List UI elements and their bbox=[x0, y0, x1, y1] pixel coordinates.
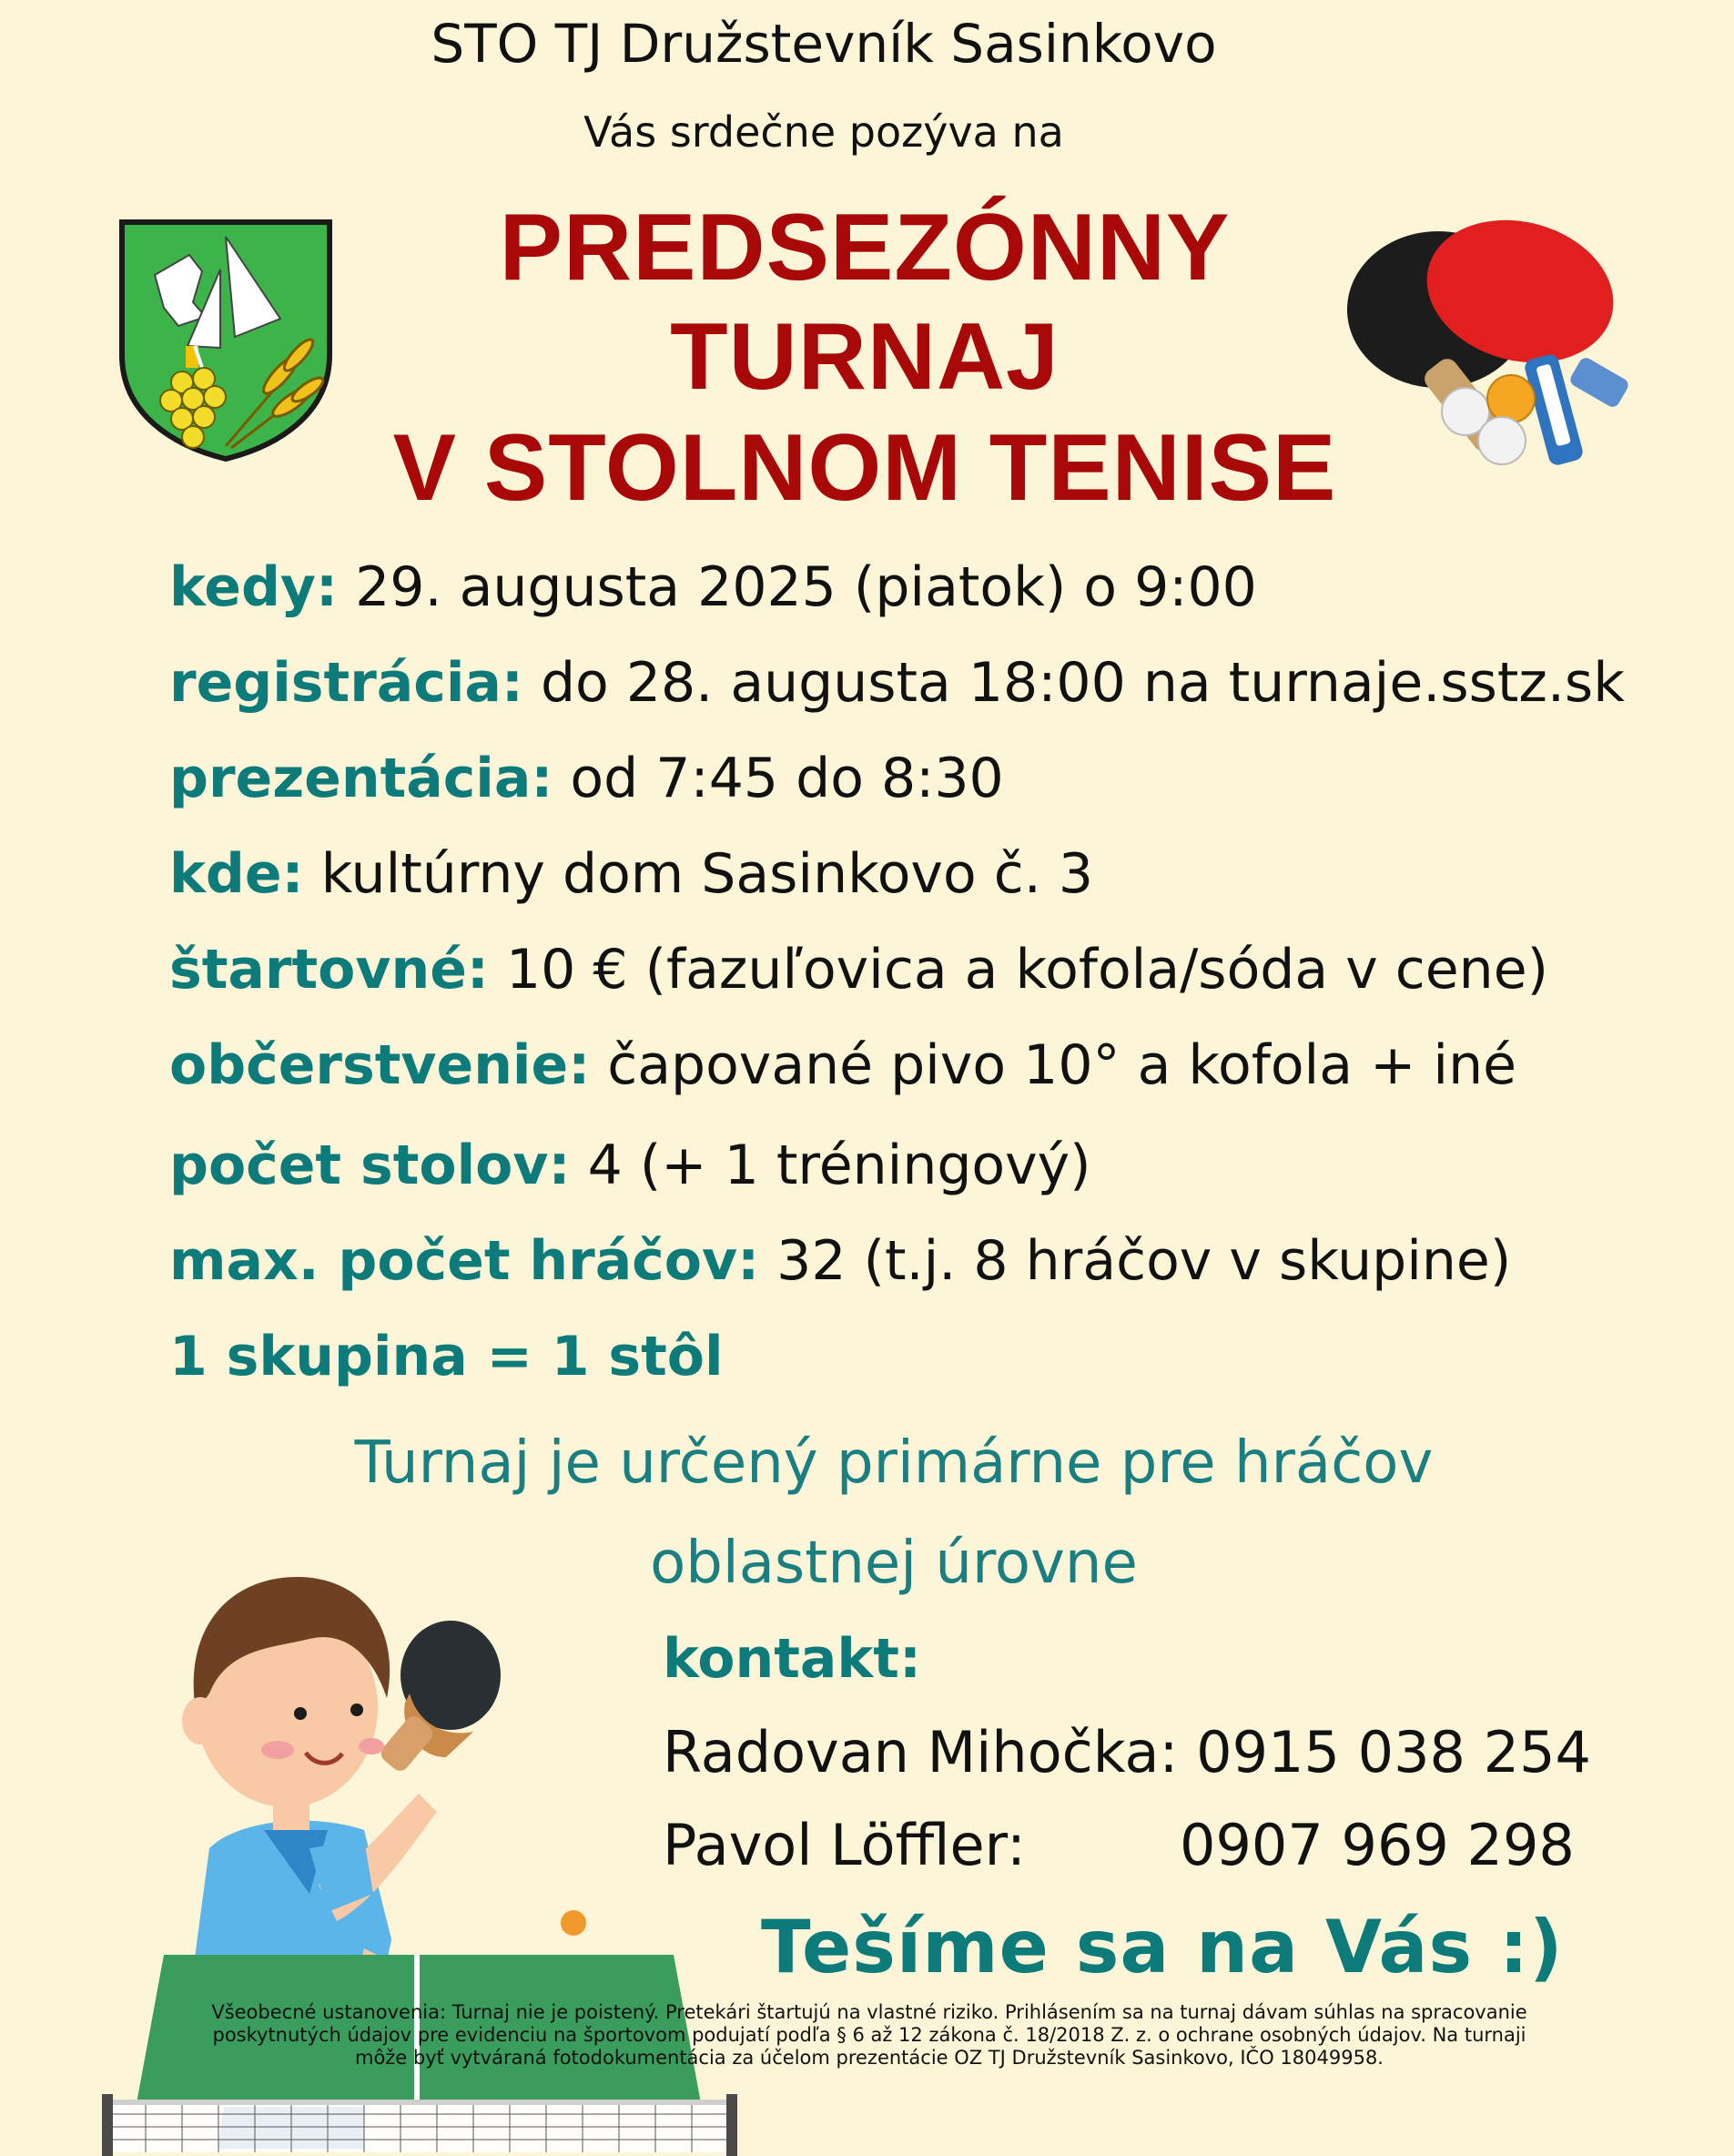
detail-row-presentation bbox=[169, 747, 1004, 810]
target-line-2: oblastnej úrovne bbox=[650, 1530, 1138, 1597]
target-line-1: Turnaj je určený primárne pre hráčov bbox=[354, 1429, 1434, 1497]
contact-heading: kontakt: bbox=[663, 1627, 921, 1691]
detail-label-max-players: max. počet hráčov: bbox=[169, 1229, 760, 1293]
detail-value-when: 29. augusta 2025 (piatok) o 9:00 bbox=[338, 555, 1257, 619]
title-line-1: PREDSEZÓNNY bbox=[499, 195, 1231, 300]
detail-row-when bbox=[169, 555, 1257, 619]
contact-2-phone: 0907 969 298 bbox=[1180, 1812, 1575, 1878]
detail-label-tables: počet stolov: bbox=[169, 1134, 571, 1197]
detail-row-where bbox=[169, 842, 1093, 906]
invite-line: Vás srdečne pozýva na bbox=[583, 107, 1064, 157]
detail-value-where: kultúrny dom Sasinkovo č. 3 bbox=[303, 842, 1094, 906]
detail-label-fee: štartovné: bbox=[169, 938, 489, 1002]
rules-line-2: poskytnutých údajov pre evidenciu na športovom podujatí podľa § 6 až 12 zákona č. 18/2018 Z. z. o ochrane osobných údajov. Na turnaji bbox=[212, 2024, 1526, 2046]
closing-line: Tešíme sa na Vás :) bbox=[761, 1905, 1564, 1989]
detail-label-where: kde: bbox=[169, 842, 304, 906]
organizer-name: STO TJ Družstevník Sasinkovo bbox=[431, 13, 1217, 75]
group-rule: 1 skupina = 1 stôl bbox=[169, 1325, 724, 1388]
ping-pong-paddles-icon bbox=[1338, 219, 1629, 483]
rules-footnote bbox=[146, 2001, 1593, 2070]
detail-value-max-players: 32 (t.j. 8 hráčov v skupine) bbox=[759, 1229, 1512, 1293]
detail-row-refreshments bbox=[169, 1033, 1516, 1097]
contact-2-name: Pavol Löffler: bbox=[663, 1812, 1026, 1878]
detail-label-refreshments: občerstvenie: bbox=[169, 1033, 591, 1097]
detail-value-tables: 4 (+ 1 tréningový) bbox=[570, 1134, 1091, 1197]
rules-line-1: Všeobecné ustanovenia: Turnaj nie je poistený. Pretekári štartujú na vlastné riziko. Prihlásením sa na turnaj dávam súhlas na spracovanie bbox=[211, 2001, 1527, 2023]
detail-label-registration: registrácia: bbox=[169, 651, 523, 715]
detail-label-when: kedy: bbox=[169, 555, 339, 619]
detail-value-refreshments: čapované pivo 10° a kofola + iné bbox=[590, 1033, 1517, 1097]
detail-row-fee bbox=[169, 938, 1548, 1002]
title-line-3: V STOLNOM TENISE bbox=[392, 415, 1337, 521]
detail-value-registration: do 28. augusta 18:00 na turnaje.sstz.sk bbox=[522, 651, 1625, 715]
detail-value-presentation: od 7:45 do 8:30 bbox=[553, 747, 1004, 810]
detail-row-registration bbox=[169, 651, 1625, 715]
title-line-2: TURNAJ bbox=[670, 304, 1060, 410]
detail-value-fee: 10 € (fazuľovica a kofola/sóda v cene) bbox=[488, 938, 1549, 1002]
rules-line-3: môže byť vytváraná fotodokumentácia za účelom prezentácie OZ TJ Družstevník Sasinkovo, IČO 18049958. bbox=[354, 2047, 1384, 2069]
contact-1: Radovan Mihočka: 0915 038 254 bbox=[663, 1719, 1592, 1785]
detail-row-max-players bbox=[169, 1229, 1511, 1293]
detail-label-presentation: prezentácia: bbox=[169, 747, 553, 810]
detail-row-tables bbox=[169, 1134, 1091, 1197]
